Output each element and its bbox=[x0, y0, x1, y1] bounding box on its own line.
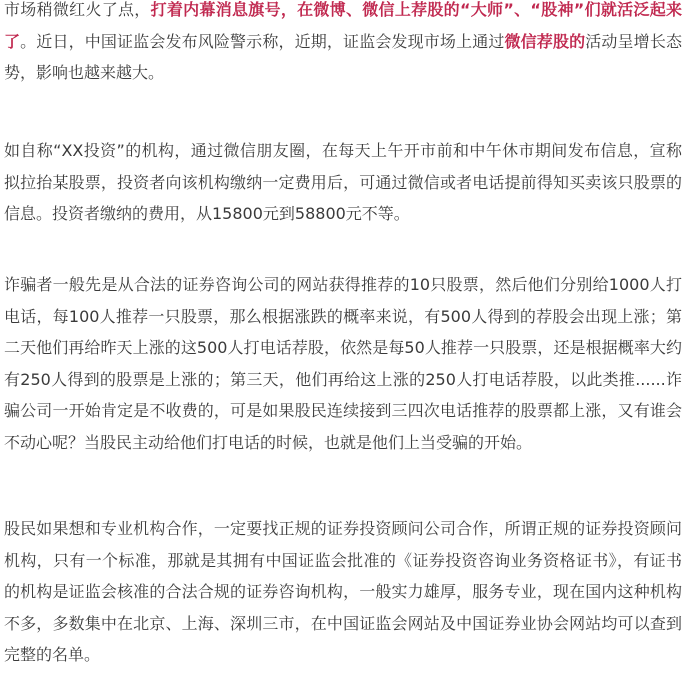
p1-text-1: 市场稍微红火了点， bbox=[4, 0, 151, 19]
paragraph-2: 如自称“XX投资”的机构，通过微信朋友圈，在每天上午开市前和中午休市期间发布信息，宣称拟拉抬某股票，投资者向该机构缴纳一定费用后，可通过微信或者电话提前得知买卖该只股票的信息。投资者缴纳的费用，从15800元到58800元不等。 bbox=[4, 141, 682, 223]
paragraph-4: 股民如果想和专业机构合作，一定要找正规的证券投资顾问公司合作，所谓正规的证券投资顾问机构，只有一个标准，那就是其拥有中国证监会批准的《证券投资咨询业务资格证书》，有证书的机构是证监会核准的合法合规的证券咨询机构，一般实力雄厚，服务专业，现在国内这种机构不多，多数集中在北京、上海、深圳三市，在中国证监会网站及中国证券业协会网站均可以查到完整的名单。 bbox=[4, 519, 682, 664]
paragraph-1 bbox=[4, 0, 682, 89]
paragraph-3: 诈骗者一般先是从合法的证券咨询公司的网站获得推荐的10只股票，然后他们分别给1000人打电话，每100人推荐一只股票，那么根据涨跌的概率来说，有500人得到的荐股会出现上涨；第二天他们再给昨天上涨的这500人打电话荐股，依然是每50人推荐一只股票，还是根据概率大约有250人得到的股票是上涨的；第三天，他们再给这上涨的250人打电话荐股，以此类推......诈骗公司一开始肯定是不收费的，可是如果股民连续接到三四次电话推荐的股票都上涨，又有谁会不动心呢？当股民主动给他们打电话的时候，也就是他们上当受骗的开始。 bbox=[4, 275, 682, 452]
p1-highlight-1: 打着内幕消息旗号，在微博、微信上荐股的“大师”、“股神”们就活泛起来了 bbox=[4, 0, 682, 51]
p1-highlight-2: 微信荐股的 bbox=[504, 31, 586, 51]
p1-text-3: 活动呈增长态势，影响也越来越大。 bbox=[4, 31, 682, 82]
p1-text-2: 。近日，中国证监会发布风险警示称，近期，证监会发现市场上通过 bbox=[20, 31, 505, 51]
